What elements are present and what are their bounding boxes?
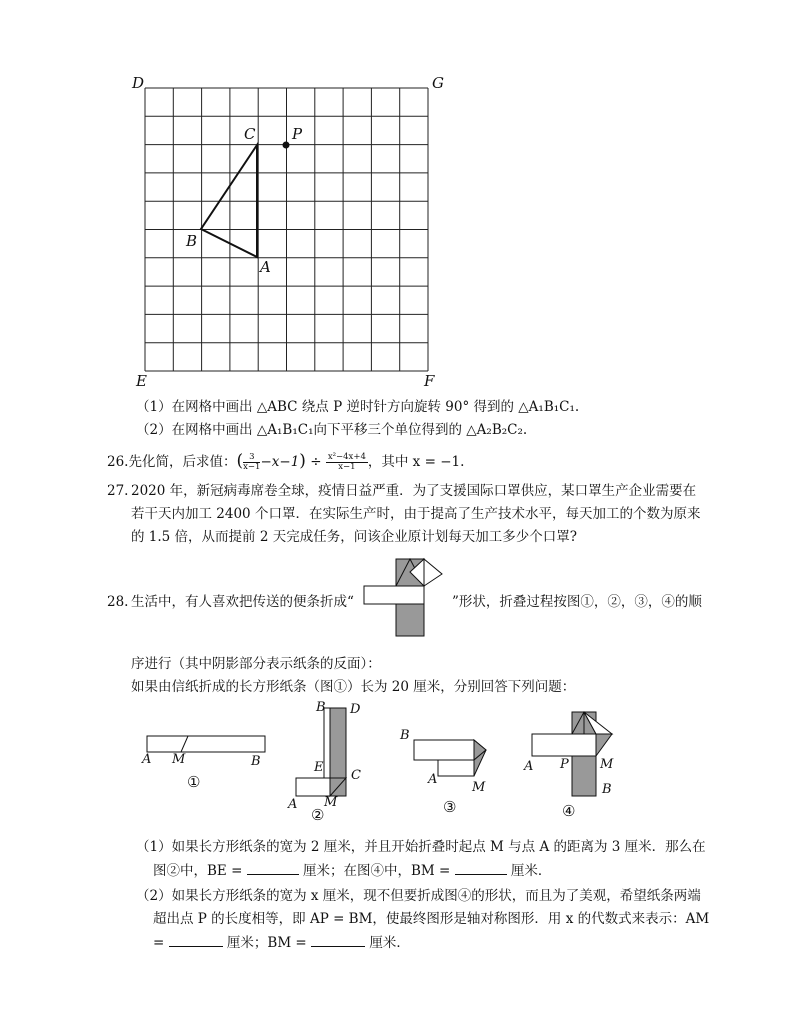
fig2-label-e: E	[314, 760, 324, 775]
fig2-label-c: C	[351, 768, 361, 783]
answer-blank-bm[interactable]	[455, 860, 507, 875]
q27-line1: 2020 年，新冠病毒席卷全球，疫情日益严重．为了支援国际口罩供应，某口罩生产企业需要在	[131, 483, 697, 499]
label-f: F	[424, 372, 435, 390]
fig2-label-d: D	[350, 702, 361, 717]
fig3-label-a: A	[428, 772, 438, 787]
q28-p1-line1: （1）如果长方形纸条的宽为 2 厘米，并且开始折叠时起点 M 与点 A 的距离为 3 厘米．那么在	[136, 839, 706, 855]
point-p	[283, 142, 290, 149]
q26-number: 26.	[107, 454, 129, 470]
q26-mid: −x−1	[260, 454, 300, 470]
fig4-label-m: M	[600, 757, 614, 772]
fig3-fold	[410, 736, 500, 788]
fig4-label-p: P	[560, 757, 569, 772]
q28-number: 28.	[107, 594, 129, 610]
q26-frac1: $\frac{3}{x-1}$	[243, 452, 261, 472]
q28-p2-line1: （2）如果长方形纸条的宽为 x 厘米，现不但要折成图④的形状，而且为了美观，希望纸条两端	[136, 888, 701, 904]
label-c: C	[244, 125, 256, 143]
q28-line2: 序进行（其中阴影部分表示纸条的反面）：	[131, 656, 381, 672]
grid-figure	[125, 70, 455, 395]
fig3-label-m: M	[472, 780, 486, 795]
fig3-label-b: B	[400, 728, 410, 743]
q26-suffix: ，其中 x = −1.	[367, 454, 465, 470]
q27-number: 27.	[107, 483, 129, 499]
label-p: P	[292, 125, 303, 143]
answer-blank-am[interactable]	[169, 932, 223, 947]
label-a: A	[260, 258, 271, 276]
inline-folded-note-figure	[362, 556, 446, 638]
fig3-number: ③	[443, 798, 457, 816]
q28-p2-line3: = 厘米；BM = 厘米．	[153, 932, 410, 953]
fig1-label-a: A	[142, 752, 152, 767]
answer-blank-bm2[interactable]	[311, 932, 365, 947]
fig1-strip	[145, 732, 269, 756]
fig2-fold	[290, 702, 354, 806]
q28-p2-line2: 超出点 P 的长度相等，即 AP = BM，使最终图形是轴对称图形．用 x 的代数式来表示：AM	[153, 911, 710, 927]
q28-line3: 如果由信纸折成的长方形纸条（图①）长为 20 厘米，分别回答下列问题：	[131, 679, 576, 695]
fig1-label-b: B	[251, 754, 261, 769]
fig4-number: ④	[562, 802, 576, 820]
fig2-label-m: M	[324, 795, 338, 810]
q28-intro-a: 生活中，有人喜欢把传送的便条折成“	[131, 594, 354, 610]
q26-prefix: 先化简，后求值：	[128, 454, 237, 470]
label-e: E	[136, 372, 147, 390]
fig2-label-b: B	[316, 700, 326, 715]
fig2-label-a: A	[288, 797, 298, 812]
q28-intro-b: ”形状，折叠过程按图①，②，③，④的顺	[452, 594, 702, 610]
q27-line3: 的 1.5 倍，从而提前 2 天完成任务，问该企业原计划每天加工多少个口罩?	[131, 529, 577, 545]
label-g: G	[432, 74, 444, 92]
q25-part2: （2）在网格中画出 △A₁B₁C₁向下平移三个单位得到的 △A₂B₂C₂.	[136, 422, 528, 438]
q26-frac2: $\frac{\text{x²−4x+4}}{x-1}$	[327, 452, 366, 472]
fig4-label-b: B	[602, 782, 612, 797]
label-d: D	[132, 74, 145, 92]
q25-part1: （1）在网格中画出 △ABC 绕点 P 逆时针方向旋转 90° 得到的 △A₁B₁C₁.	[136, 399, 580, 415]
fig2-number: ②	[311, 806, 325, 824]
q26: 26.先化简，后求值：( $\frac{3}{x-1}$ −x−1) ÷ $\frac{\text{x²−4x+4}}{x-1}$ ，其中 x = −1.	[107, 451, 465, 472]
fig1-number: ①	[187, 773, 201, 791]
answer-blank-be[interactable]	[247, 860, 299, 875]
fig4-label-a: A	[524, 759, 534, 774]
q27-line2: 若干天内加工 2400 个口罩．在实际生产时，由于提高了生产技术水平，每天加工的个数为原来	[131, 506, 701, 522]
q28-p1-line2: 图②中，BE = 厘米；在图④中，BM = 厘米．	[153, 860, 551, 881]
label-b: B	[186, 232, 198, 250]
fig1-label-m: M	[172, 752, 186, 767]
